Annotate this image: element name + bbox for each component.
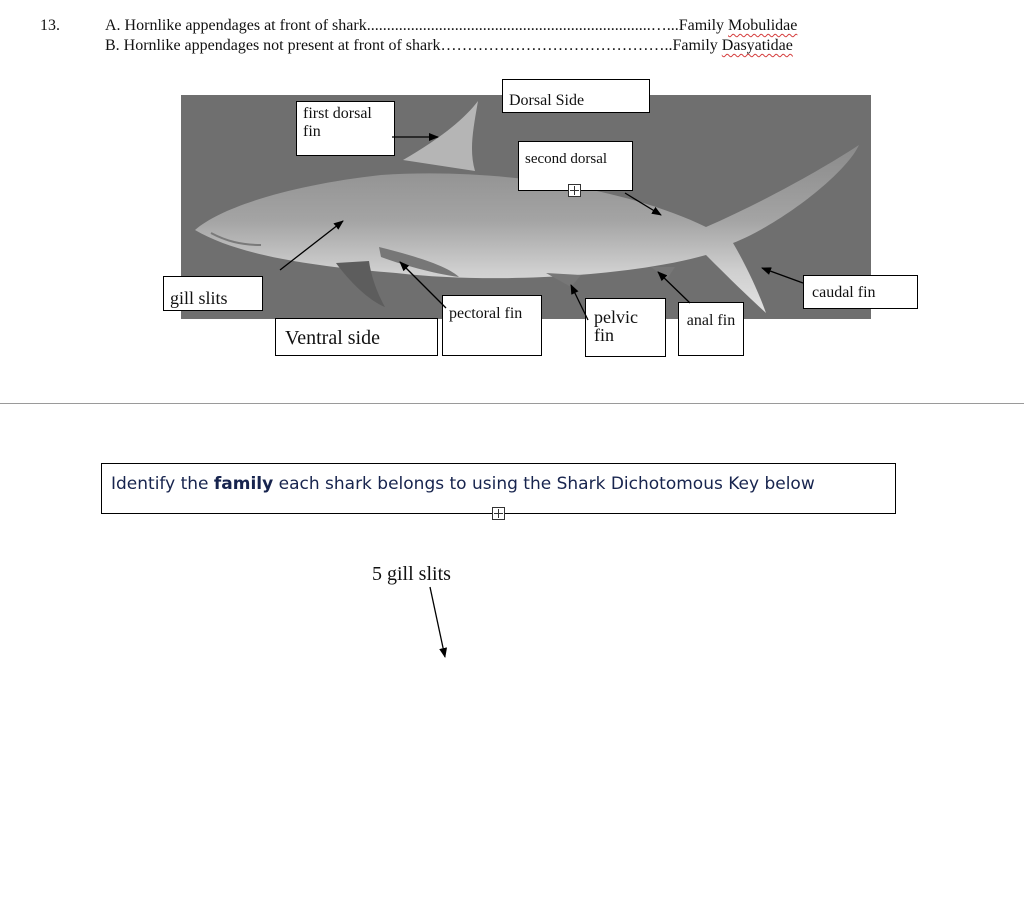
label-gill-slits: gill slits [163, 276, 263, 311]
instruction-before: Identify the [111, 474, 214, 494]
arrow-5-gill-slits [430, 587, 445, 657]
key-line-b-text: B. Hornlike appendages not present at front of shark……………………………………..Family [105, 37, 722, 54]
family-dasyatidae: Dasyatidae [721, 37, 793, 54]
label-dorsal-side: Dorsal Side [502, 79, 650, 113]
object-anchor-icon[interactable] [568, 184, 581, 197]
shark-illustration [181, 95, 871, 319]
key-line-b [105, 37, 793, 55]
instruction-after: each shark belongs to using the Shark Dichotomous Key below [273, 474, 815, 494]
label-anal-fin: anal fin [678, 302, 744, 356]
label-pectoral-fin: pectoral fin [442, 295, 542, 356]
label-pelvic-fin: pelvic fin [585, 298, 666, 357]
instruction-bold: family [213, 474, 274, 494]
question-number: 13. [40, 17, 60, 34]
family-mobulidae: Mobulidae [728, 17, 798, 34]
label-ventral-side: Ventral side [275, 318, 438, 356]
page-divider [0, 403, 1024, 404]
label-second-dorsal-fin: second dorsal [518, 141, 633, 191]
shark-photo [181, 95, 871, 319]
label-caudal-fin: caudal fin [803, 275, 918, 309]
object-anchor-icon[interactable] [492, 507, 505, 520]
label-first-dorsal-fin: first dorsal fin [296, 101, 395, 156]
key-line-a-text: A. Hornlike appendages at front of shark.......................................................................…...Family [105, 17, 729, 34]
callout-5-gill-slits: 5 gill slits [372, 563, 451, 585]
key-line-a [105, 17, 797, 35]
